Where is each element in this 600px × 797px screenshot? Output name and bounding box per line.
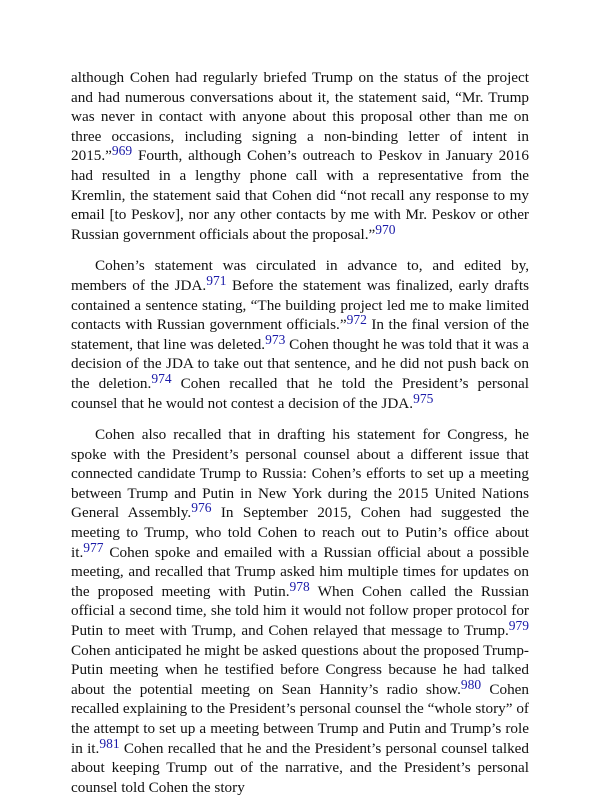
footnote-ref[interactable]: 981 [99,735,120,751]
paragraph-text: Cohen recalled that he told the President’s personal counsel that he would not contest a decision of the JDA. [71,374,529,412]
footnote-ref[interactable]: 976 [191,500,212,516]
paragraph-2 [71,256,529,413]
footnote-ref[interactable]: 980 [460,676,482,692]
paragraph-text: Fourth, although Cohen’s outreach to Peskov in January 2016 had resulted in a lengthy phone call with a representative from the Kremlin, the statement said that Cohen did “not recall any response to my email [to Peskov], nor any other contacts by me with Mr. Peskov or other Russian government officials about the proposal.” [71,147,529,243]
paragraph-3 [71,425,529,797]
footnote-ref[interactable]: 975 [413,390,434,406]
paragraph-text: Cohen also recalled that in drafting his statement for Congress, he spoke with the President’s personal counsel about a different issue that connected candidate Trump to Russia: Cohen’s efforts to set up a meeting between Trump and Putin in New York during the 2015 United Nations General Assembly. [71,426,529,522]
footnote-ref[interactable]: 977 [83,539,104,555]
paragraph-text: In the final version of the statement, that line was deleted. [71,316,529,353]
document-page [71,68,529,797]
footnote-ref[interactable]: 970 [375,221,396,237]
paragraph-text: Cohen recalled explaining to the President’s personal counsel the “whole story” of the attempt to set up a meeting between Trump and Putin and Trump’s role in it. [71,680,530,757]
footnote-ref[interactable]: 979 [508,618,529,634]
paragraph-text: Cohen recalled that he and the President’s personal counsel talked about keeping Trump out of the narrative, and the President’s personal counsel told Cohen the story [71,739,529,796]
footnote-ref[interactable]: 969 [111,143,133,159]
paragraph-text: Cohen thought he was told that it was a decision of the JDA to take out that sentence, and he did not push back on the deletion. [71,335,529,392]
paragraph-text: Cohen anticipated he might be asked questions about the proposed Trump-Putin meeting when he testified before Congress because he had talked about the potential meeting on Sean Hannity’s radio show. [71,641,529,698]
paragraph-text: although Cohen had regularly briefed Trump on the status of the project and had numerous conversations about it, the statement said, “Mr. Trump was never in contact with anyone about this proposal other than me on three occasions, including signing a non-binding letter of intent in 2015.” [71,69,529,165]
paragraph-text: In September 2015, Cohen had suggested the meeting to Trump, who told Cohen to reach out to Putin’s office about it. [71,504,529,561]
paragraph-text: When Cohen called the Russian official a second time, she told him it would not follow proper protocol for Putin to meet with Trump, and Cohen relayed that message to Trump. [71,582,529,640]
footnote-ref[interactable]: 972 [346,312,367,328]
footnote-ref[interactable]: 974 [151,370,172,386]
paragraph-text: Before the statement was finalized, early drafts contained a sentence stating, “The building project led me to make limited contacts with Russian government officials.” [71,276,529,334]
paragraph-text: Cohen’s statement was circulated in advance to, and edited by, members of the JDA. [71,257,529,294]
paragraph-text: Cohen spoke and emailed with a Russian official about a possible meeting, and recalled that Trump asked him multiple times for updates on the proposed meeting with Putin. [71,543,529,600]
footnote-ref[interactable]: 971 [206,272,227,288]
paragraph-1 [71,68,529,244]
footnote-ref[interactable]: 973 [265,331,286,347]
footnote-ref[interactable]: 978 [289,578,310,594]
